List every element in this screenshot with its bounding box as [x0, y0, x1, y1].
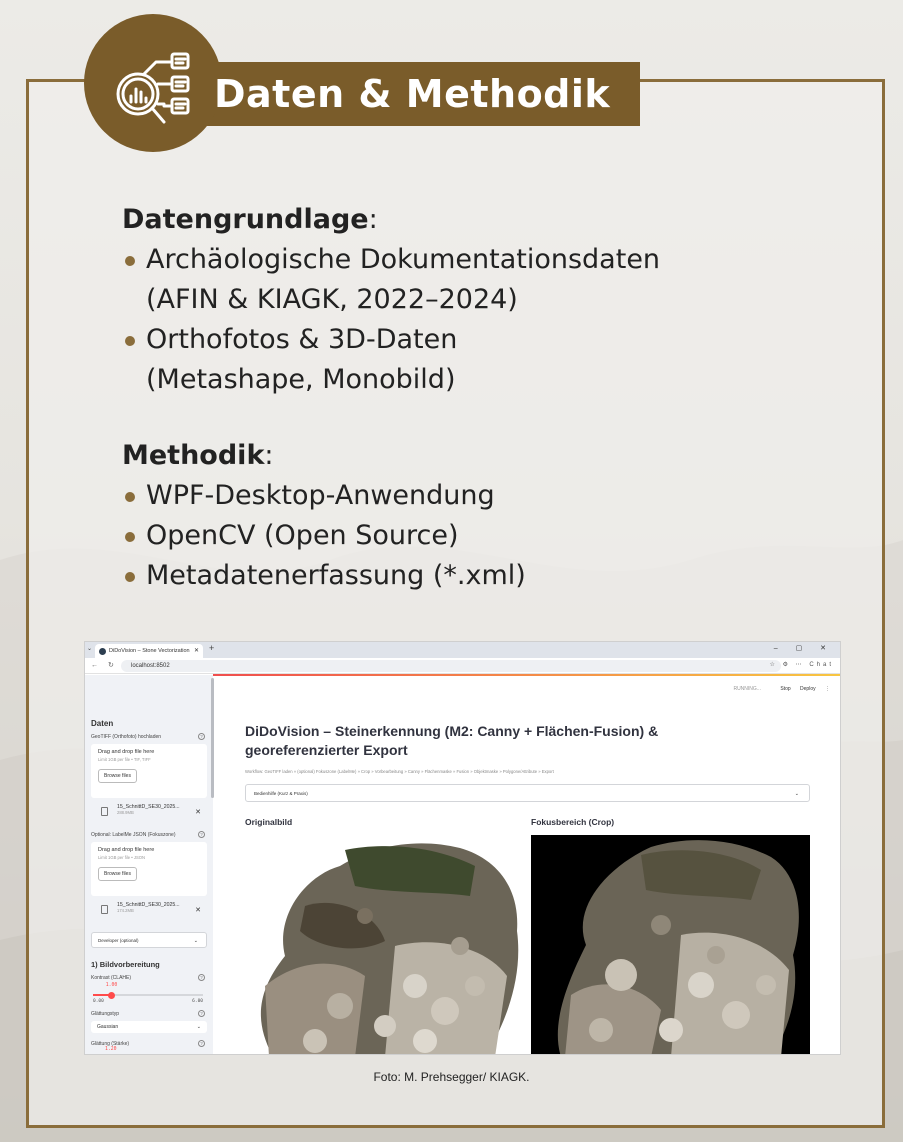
nav-buttons[interactable]: ← ↻ — [91, 662, 118, 669]
developer-expander[interactable]: Developer (optional) ⌄ — [91, 932, 207, 948]
slider-label: Glättung (Stärke) ? — [91, 1041, 207, 1047]
help-icon[interactable]: ? — [198, 831, 205, 838]
list-item: Metadatenerfassung (*.xml) — [122, 556, 822, 596]
upload-label: Optional: LabelMe JSON (Fokuszone) ? — [91, 832, 207, 838]
sidebar — [85, 675, 213, 1054]
list-item: Orthofotos & 3D-Daten (Metashape, Monobild) — [122, 320, 822, 400]
bullet-list-datengrundlage — [122, 240, 822, 400]
browser-tab-bar — [85, 642, 840, 658]
sidebar-title: Daten — [91, 719, 114, 728]
data-analysis-magnifier-icon — [104, 44, 200, 140]
chevron-down-icon: ⌄ — [196, 1024, 201, 1030]
original-image-heading: Originalbild — [245, 817, 293, 827]
chevron-down-icon: ⌄ — [193, 938, 198, 944]
file-icon — [101, 807, 108, 816]
browse-files-button[interactable]: Browse files — [98, 769, 137, 783]
url-field[interactable]: localhost:8502 — [121, 660, 781, 672]
uploaded-file: 15_SchnittD_SE30_2025... 174.2MB ✕ — [91, 902, 207, 924]
chevron-down-icon: ⌄ — [794, 791, 799, 797]
running-status: RUNNING... — [733, 686, 761, 692]
browser-toolbar-icons[interactable]: ☆ ⚙ ⋯ Chat — [769, 662, 834, 668]
new-tab-icon[interactable]: + — [209, 643, 215, 653]
close-icon[interactable]: ✕ — [193, 648, 199, 654]
more-menu-icon[interactable]: ⋮ — [825, 686, 830, 692]
crop-image-heading: Fokusbereich (Crop) — [531, 817, 615, 827]
photo-credit: Foto: M. Prehsegger/ KIAGK. — [373, 1070, 530, 1084]
workflow-caption: Workflow: GeoTIFF laden » (optional) Fokuszone (LabelMe) » Crop » Vorbearbeitung » Canny » Flächenmaske » Fusion » Objektmaske » Polygone/Attribute » Export — [245, 769, 554, 774]
address-bar — [85, 658, 840, 674]
list-item: WPF-Desktop-Anwendung — [122, 476, 822, 516]
help-icon[interactable]: ? — [198, 974, 205, 981]
crop-orthophoto-image — [531, 835, 810, 1055]
contrast-slider[interactable]: 1.00 0.00 6.00 — [93, 983, 203, 1004]
list-item: Archäologische Dokumentationsdaten (AFIN & KIAGK, 2022–2024) — [122, 240, 822, 320]
stop-button[interactable]: Stop — [780, 686, 791, 692]
list-item: OpenCV (Open Source) — [122, 516, 822, 556]
app-screenshot — [84, 641, 841, 1055]
section-heading-datengrundlage: Datengrundlage: — [122, 204, 378, 235]
help-icon[interactable]: ? — [198, 1040, 205, 1047]
help-icon[interactable]: ? — [198, 1010, 205, 1017]
remove-file-icon[interactable]: ✕ — [195, 809, 201, 816]
file-icon — [101, 905, 108, 914]
uploaded-file: 15_SchnittD_SE30_2025... 288.9MB ✕ — [91, 804, 207, 826]
tab-list-icon[interactable]: ⌄ — [87, 646, 93, 652]
tab-favicon-icon — [99, 648, 106, 655]
remove-file-icon[interactable]: ✕ — [195, 907, 201, 914]
browser-tab[interactable]: DiDoVision – Stone Vectorization ✕ — [95, 644, 203, 658]
window-controls[interactable]: – ▢ ✕ — [773, 645, 834, 652]
slider-handle[interactable] — [108, 992, 115, 999]
smoothing-type-select[interactable]: Gaussian ⌄ — [91, 1021, 207, 1033]
help-expander[interactable]: Bedienhilfe (Kurz & Praxis) ⌄ — [245, 784, 810, 802]
bullet-list-methodik — [122, 476, 822, 596]
content-text — [122, 200, 822, 596]
section-heading: 1) Bildvorbereitung — [91, 960, 160, 969]
slider-label: Kontrast (CLAHE) ? — [91, 975, 207, 981]
app-title: DiDoVision – Steinerkennung (M2: Canny + Flächen-Fusion) & georeferenzierter Export — [245, 723, 659, 758]
deploy-button[interactable]: Deploy — [800, 686, 816, 692]
browse-files-button[interactable]: Browse files — [98, 867, 137, 881]
labelme-dropzone[interactable]: Drag and drop file here Limit 1GB per file • JSON Browse files — [91, 842, 207, 896]
smoothing-value: 1.20 — [105, 1047, 117, 1052]
section-heading-methodik: Methodik: — [122, 440, 274, 471]
app-toolbar — [725, 686, 830, 692]
original-orthophoto-image — [245, 836, 525, 1055]
page-title: Daten & Methodik — [214, 72, 611, 116]
help-icon[interactable]: ? — [198, 733, 205, 740]
geotiff-dropzone[interactable]: Drag and drop file here Limit 1GB per file • TIF, TIFF Browse files — [91, 744, 207, 798]
select-label: Glättungstyp ? — [91, 1011, 207, 1017]
upload-label: GeoTIFF (Orthofoto) hochladen ? — [91, 734, 207, 740]
main-panel — [214, 676, 840, 1054]
